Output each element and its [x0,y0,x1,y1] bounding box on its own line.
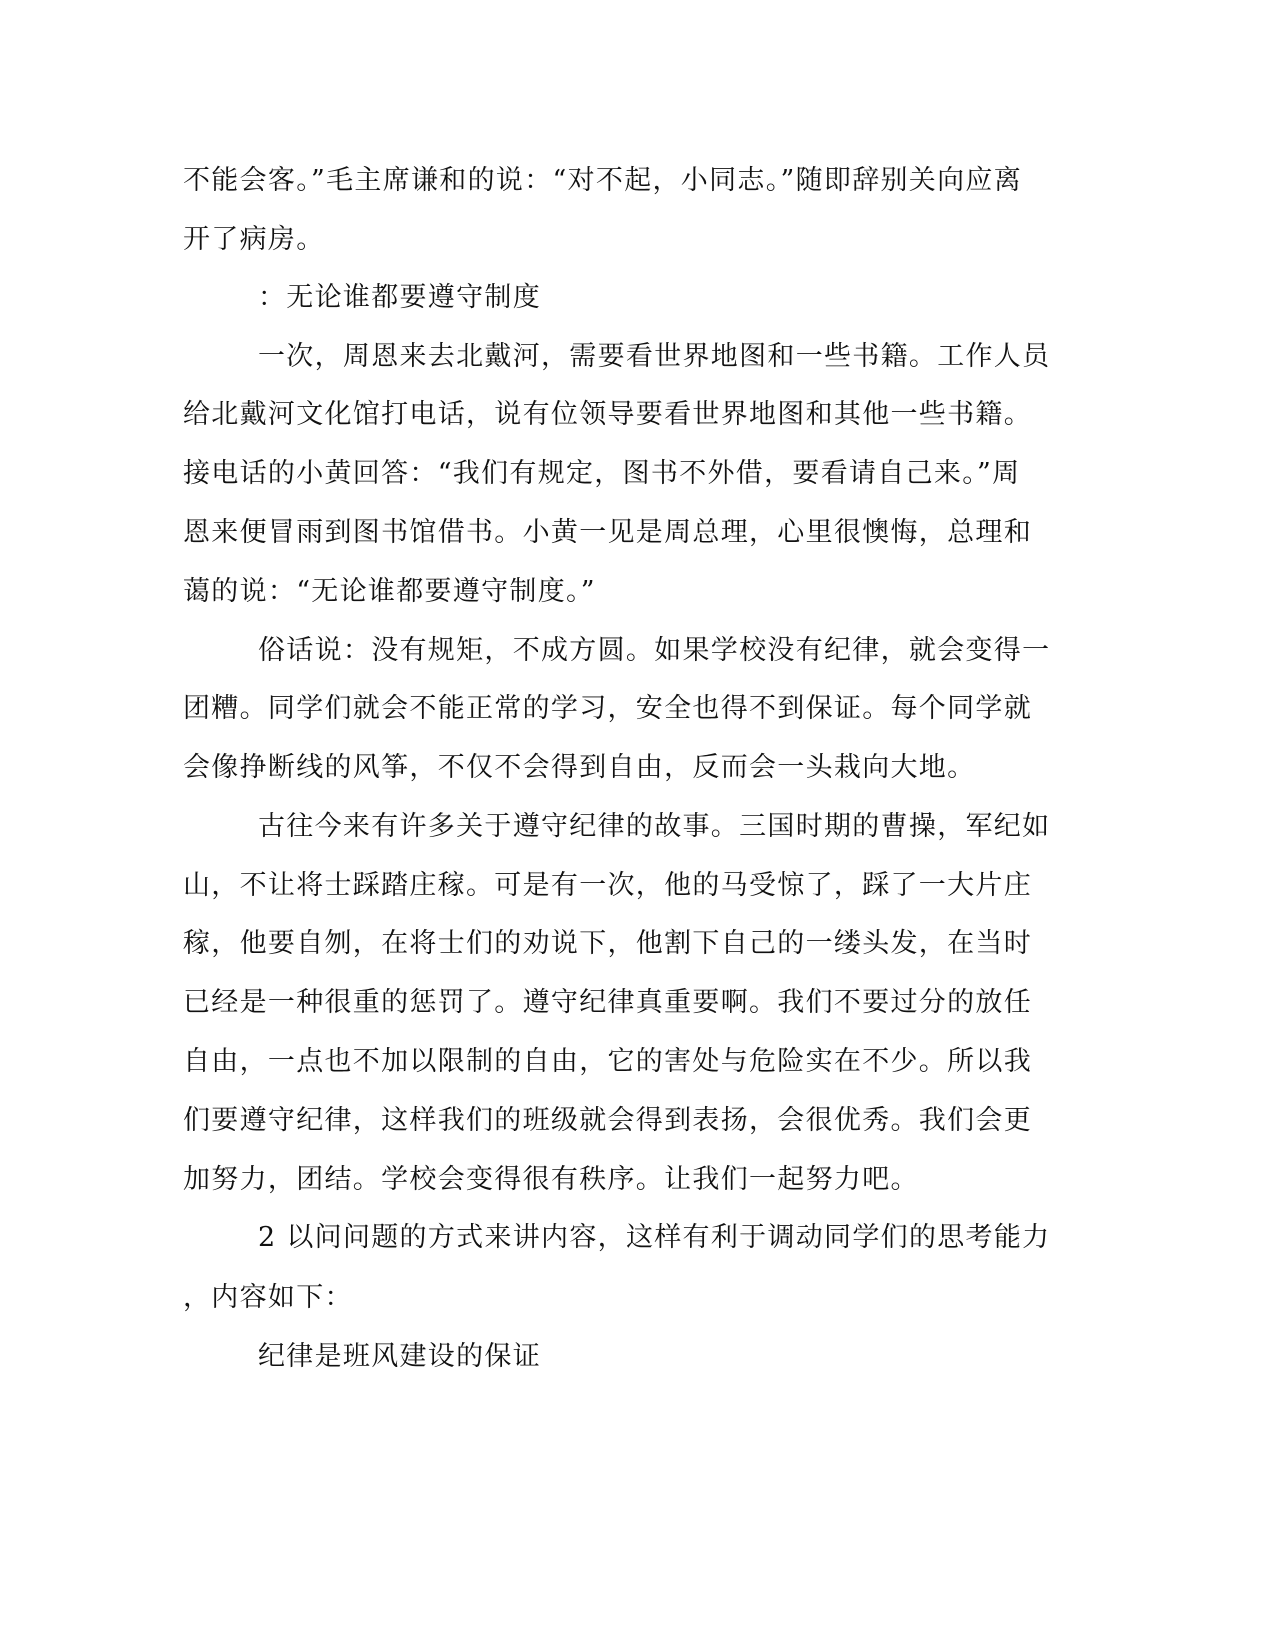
text-line: 给北戴河文化馆打电话，说有位领导要看世界地图和其他一些书籍。 [183,399,1032,430]
text-line: 接电话的小黄回答：“我们有规定，图书不外借，要看请自己来。”周 [183,458,1021,489]
text-line: 加努力，团结。学校会变得很有秩序。让我们一起努力吧。 [183,1164,919,1195]
text-line: 团糟。同学们就会不能正常的学习，安全也得不到保证。每个同学就 [183,693,1032,724]
section-heading: ：无论谁都要遵守制度 [258,282,541,313]
text-line: 开了病房。 [183,224,325,255]
text-line: 一次，周恩来去北戴河，需要看世界地图和一些书籍。工作人员 [258,341,1051,372]
text-line: 蔼的说：“无论谁都要遵守制度。” [183,576,596,607]
text-line: 恩来便冒雨到图书馆借书。小黄一见是周总理，心里很懊悔，总理和 [183,517,1032,548]
text-line: 会像挣断线的风筝，不仅不会得到自由，反而会一头栽向大地。 [183,752,976,783]
text-line: 俗话说：没有规矩，不成方圆。如果学校没有纪律，就会变得一 [258,635,1051,666]
text-line: 自由，一点也不加以限制的自由，它的害处与危险实在不少。所以我 [183,1046,1032,1077]
text-line: ，内容如下： [183,1282,353,1313]
text-line: 古往今来有许多关于遵守纪律的故事。三国时期的曹操，军纪如 [258,811,1051,842]
text-line: 们要遵守纪律，这样我们的班级就会得到表扬，会很优秀。我们会更 [183,1105,1032,1136]
text-line: 山，不让将士踩踏庄稼。可是有一次，他的马受惊了，踩了一大片庄 [183,870,1032,901]
section-heading: 纪律是班风建设的保证 [258,1341,541,1372]
text-line: 已经是一种很重的惩罚了。遵守纪律真重要啊。我们不要过分的放任 [183,987,1032,1018]
text-line: 不能会客。”毛主席谦和的说：“对不起，小同志。”随即辞别关向应离 [183,165,1023,196]
text-line: 稼，他要自刎，在将士们的劝说下，他割下自己的一缕头发，在当时 [183,928,1032,959]
text-line: 2 以问问题的方式来讲内容，这样有利于调动同学们的思考能力 [258,1222,1051,1253]
